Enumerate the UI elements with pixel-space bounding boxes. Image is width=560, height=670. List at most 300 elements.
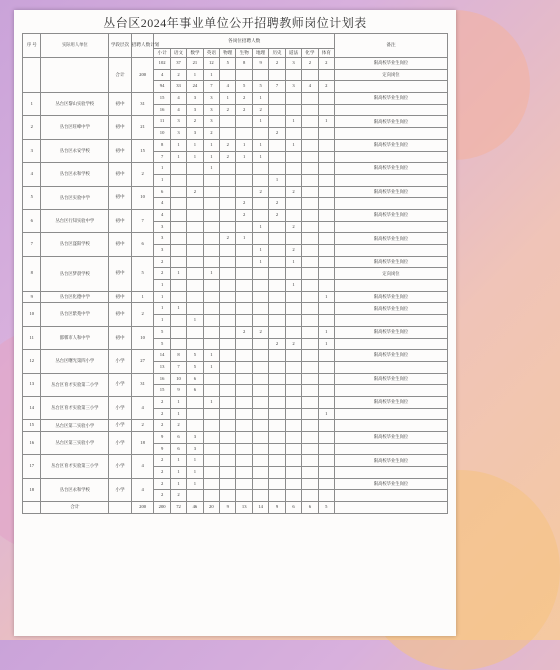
count-cell: 33 bbox=[170, 81, 186, 93]
school-name: 丛台区黎山实验学校 bbox=[41, 93, 109, 116]
count-cell: 12 bbox=[203, 58, 219, 70]
school-seq: 15 bbox=[23, 420, 41, 432]
count-cell: 15 bbox=[154, 385, 170, 397]
count-cell bbox=[318, 233, 334, 245]
count-cell: 1 bbox=[220, 93, 236, 105]
count-cell bbox=[220, 256, 236, 268]
count-cell: 1 bbox=[252, 93, 268, 105]
count-cell: 1 bbox=[154, 163, 170, 175]
count-cell bbox=[285, 350, 301, 362]
count-cell: 1 bbox=[203, 69, 219, 81]
count-cell bbox=[269, 373, 285, 385]
school-stage: 初中 bbox=[109, 163, 132, 186]
count-cell bbox=[318, 443, 334, 455]
count-cell: 9 bbox=[154, 443, 170, 455]
count-cell: 2 bbox=[220, 139, 236, 151]
header-subject: 小计 bbox=[154, 49, 170, 58]
table-row bbox=[23, 233, 448, 245]
count-cell: 2 bbox=[285, 221, 301, 233]
count-cell bbox=[203, 303, 219, 315]
count-cell: 1 bbox=[203, 350, 219, 362]
count-cell: 1 bbox=[187, 69, 203, 81]
count-cell bbox=[302, 408, 318, 420]
note-cell: 限高校毕业生岗位 bbox=[335, 326, 448, 338]
count-cell bbox=[236, 432, 252, 444]
count-cell bbox=[285, 455, 301, 467]
note-cell bbox=[335, 315, 448, 327]
note-cell bbox=[335, 490, 448, 502]
count-cell: 1 bbox=[187, 315, 203, 327]
count-cell bbox=[203, 326, 219, 338]
school-stage: 小学 bbox=[109, 420, 132, 432]
school-quota: 6 bbox=[131, 233, 154, 256]
school-name: 丛台区永和学校 bbox=[41, 478, 109, 501]
count-cell: 2 bbox=[269, 58, 285, 70]
school-name: 丛台区实验中学 bbox=[41, 186, 109, 209]
count-cell bbox=[236, 467, 252, 479]
count-cell bbox=[203, 432, 219, 444]
count-cell bbox=[252, 291, 268, 303]
count-cell: 1 bbox=[285, 116, 301, 128]
count-cell: 2 bbox=[269, 198, 285, 210]
count-cell: 2 bbox=[187, 116, 203, 128]
school-quota: 2 bbox=[131, 303, 154, 326]
school-seq: 8 bbox=[23, 256, 41, 291]
table-row bbox=[23, 34, 448, 49]
school-stage: 初中 bbox=[109, 209, 132, 232]
count-cell: 1 bbox=[187, 467, 203, 479]
count-cell bbox=[269, 326, 285, 338]
count-cell bbox=[203, 467, 219, 479]
count-cell bbox=[285, 467, 301, 479]
note-cell: 限高校毕业生岗位 bbox=[335, 186, 448, 198]
count-cell bbox=[203, 338, 219, 350]
count-cell bbox=[269, 93, 285, 105]
count-cell bbox=[170, 198, 186, 210]
count-cell bbox=[220, 420, 236, 432]
count-cell bbox=[236, 490, 252, 502]
count-cell bbox=[220, 385, 236, 397]
count-cell bbox=[302, 315, 318, 327]
count-cell bbox=[318, 245, 334, 257]
note-cell: 限高校毕业生岗位 bbox=[335, 291, 448, 303]
count-cell: 4 bbox=[154, 198, 170, 210]
count-cell bbox=[187, 338, 203, 350]
count-cell bbox=[170, 233, 186, 245]
table-row bbox=[23, 186, 448, 198]
count-cell bbox=[252, 163, 268, 175]
count-cell: 5 bbox=[154, 338, 170, 350]
count-cell: 2 bbox=[285, 245, 301, 257]
count-cell bbox=[318, 256, 334, 268]
count-cell: 2 bbox=[236, 198, 252, 210]
count-cell bbox=[252, 174, 268, 186]
header-subject: 物理 bbox=[220, 49, 236, 58]
count-cell bbox=[318, 385, 334, 397]
count-cell bbox=[220, 350, 236, 362]
count-cell bbox=[318, 455, 334, 467]
count-cell bbox=[187, 256, 203, 268]
count-cell: 6 bbox=[154, 186, 170, 198]
count-cell bbox=[236, 69, 252, 81]
count-cell bbox=[220, 396, 236, 408]
note-cell bbox=[335, 221, 448, 233]
note-cell: 限高校毕业生岗位 bbox=[335, 233, 448, 245]
count-cell: 1 bbox=[252, 221, 268, 233]
count-cell bbox=[203, 478, 219, 490]
count-cell bbox=[220, 303, 236, 315]
count-cell bbox=[220, 478, 236, 490]
count-cell bbox=[203, 373, 219, 385]
count-cell bbox=[236, 128, 252, 140]
count-cell bbox=[285, 373, 301, 385]
count-cell bbox=[269, 490, 285, 502]
count-cell: 7 bbox=[203, 81, 219, 93]
note-cell bbox=[335, 198, 448, 210]
total-seq bbox=[23, 502, 41, 514]
school-stage: 小学 bbox=[109, 455, 132, 478]
school-quota: 5 bbox=[131, 256, 154, 291]
count-cell: 1 bbox=[170, 467, 186, 479]
count-cell: 1 bbox=[203, 361, 219, 373]
count-cell bbox=[302, 186, 318, 198]
count-cell: 3 bbox=[154, 221, 170, 233]
count-cell: 13 bbox=[154, 361, 170, 373]
count-cell bbox=[318, 104, 334, 116]
school-name: 丛台区育才实验第三小学 bbox=[41, 396, 109, 419]
count-cell: 1 bbox=[203, 268, 219, 280]
count-cell: 72 bbox=[170, 502, 186, 514]
count-cell bbox=[302, 245, 318, 257]
table-row bbox=[23, 373, 448, 385]
table-row bbox=[23, 303, 448, 315]
count-cell bbox=[236, 163, 252, 175]
count-cell bbox=[285, 163, 301, 175]
count-cell bbox=[285, 443, 301, 455]
count-cell bbox=[236, 291, 252, 303]
count-cell: 1 bbox=[285, 139, 301, 151]
count-cell: 8 bbox=[170, 350, 186, 362]
count-cell bbox=[318, 209, 334, 221]
count-cell bbox=[236, 408, 252, 420]
count-cell: 24 bbox=[187, 81, 203, 93]
count-cell: 3 bbox=[203, 116, 219, 128]
count-cell bbox=[252, 233, 268, 245]
count-cell bbox=[203, 315, 219, 327]
count-cell: 5 bbox=[187, 361, 203, 373]
count-cell: 1 bbox=[236, 139, 252, 151]
school-quota: 31 bbox=[131, 373, 154, 396]
count-cell bbox=[170, 174, 186, 186]
header-subject: 历史 bbox=[269, 49, 285, 58]
count-cell: 2 bbox=[252, 104, 268, 116]
school-stage: 初中 bbox=[109, 303, 132, 326]
note-cell: 限高校毕业生岗位 bbox=[335, 432, 448, 444]
count-cell: 5 bbox=[187, 350, 203, 362]
count-cell bbox=[285, 291, 301, 303]
count-cell bbox=[269, 69, 285, 81]
count-cell bbox=[203, 291, 219, 303]
school-quota: 4 bbox=[131, 478, 154, 501]
count-cell bbox=[236, 338, 252, 350]
note-cell: 限高校毕业生岗位 bbox=[335, 93, 448, 105]
count-cell bbox=[269, 280, 285, 292]
count-cell bbox=[170, 315, 186, 327]
count-cell: 14 bbox=[252, 502, 268, 514]
school-quota: 18 bbox=[131, 432, 154, 455]
count-cell bbox=[203, 245, 219, 257]
note-cell: 限高校毕业生岗位 bbox=[335, 58, 448, 70]
count-cell: 2 bbox=[187, 186, 203, 198]
count-cell bbox=[269, 455, 285, 467]
count-cell bbox=[318, 69, 334, 81]
count-cell: 2 bbox=[170, 420, 186, 432]
count-cell: 5 bbox=[154, 326, 170, 338]
count-cell bbox=[203, 280, 219, 292]
count-cell bbox=[220, 69, 236, 81]
count-cell: 2 bbox=[318, 81, 334, 93]
recruitment-table bbox=[22, 33, 448, 514]
count-cell: 2 bbox=[236, 326, 252, 338]
count-cell bbox=[318, 361, 334, 373]
count-cell bbox=[187, 163, 203, 175]
school-quota: 2 bbox=[131, 420, 154, 432]
count-cell bbox=[236, 455, 252, 467]
total-stage bbox=[109, 502, 132, 514]
count-cell bbox=[318, 268, 334, 280]
count-cell bbox=[187, 174, 203, 186]
count-cell: 6 bbox=[187, 385, 203, 397]
count-cell bbox=[302, 221, 318, 233]
note-cell: 限高校毕业生岗位 bbox=[335, 256, 448, 268]
count-cell bbox=[170, 245, 186, 257]
count-cell bbox=[170, 338, 186, 350]
note-cell bbox=[335, 467, 448, 479]
count-cell bbox=[302, 455, 318, 467]
count-cell bbox=[302, 291, 318, 303]
count-cell bbox=[252, 432, 268, 444]
count-cell bbox=[220, 291, 236, 303]
table-row bbox=[23, 93, 448, 105]
count-cell: 1 bbox=[252, 256, 268, 268]
count-cell bbox=[269, 139, 285, 151]
school-name: 丛台区化德中学 bbox=[41, 291, 109, 303]
table-row bbox=[23, 256, 448, 268]
school-stage: 初中 bbox=[109, 233, 132, 256]
count-cell bbox=[170, 221, 186, 233]
count-cell bbox=[269, 221, 285, 233]
note-cell: 限高校毕业生岗位 bbox=[335, 139, 448, 151]
count-cell: 4 bbox=[154, 209, 170, 221]
school-stage: 小学 bbox=[109, 478, 132, 501]
count-cell bbox=[236, 396, 252, 408]
count-cell: 1 bbox=[318, 408, 334, 420]
count-cell bbox=[285, 268, 301, 280]
count-cell bbox=[269, 396, 285, 408]
count-cell bbox=[220, 326, 236, 338]
count-cell: 2 bbox=[269, 128, 285, 140]
count-cell bbox=[302, 303, 318, 315]
school-stage: 初中 bbox=[109, 291, 132, 303]
count-cell bbox=[318, 490, 334, 502]
count-cell bbox=[220, 373, 236, 385]
school-seq: 14 bbox=[23, 396, 41, 419]
count-cell bbox=[285, 326, 301, 338]
count-cell: 3 bbox=[187, 104, 203, 116]
school-stage: 初中 bbox=[109, 139, 132, 162]
count-cell bbox=[220, 361, 236, 373]
count-cell: 1 bbox=[285, 280, 301, 292]
count-cell bbox=[252, 408, 268, 420]
count-cell bbox=[318, 151, 334, 163]
count-cell: 10 bbox=[154, 128, 170, 140]
count-cell bbox=[252, 420, 268, 432]
school-quota: 21 bbox=[131, 116, 154, 139]
total-label: 合计 bbox=[41, 502, 109, 514]
school-name: 丛台区育才实验第三小学 bbox=[41, 455, 109, 478]
school-stage: 小学 bbox=[109, 373, 132, 396]
count-cell: 1 bbox=[170, 303, 186, 315]
count-cell: 1 bbox=[252, 116, 268, 128]
note-cell: 限高校毕业生岗位 bbox=[335, 350, 448, 362]
count-cell bbox=[220, 245, 236, 257]
school-quota: 4 bbox=[131, 396, 154, 419]
count-cell: 6 bbox=[187, 373, 203, 385]
count-cell bbox=[269, 420, 285, 432]
count-cell: 4 bbox=[170, 104, 186, 116]
note-cell bbox=[335, 81, 448, 93]
count-cell: 21 bbox=[187, 58, 203, 70]
count-cell: 200 bbox=[154, 502, 170, 514]
count-cell: 16 bbox=[154, 373, 170, 385]
count-cell: 5 bbox=[252, 81, 268, 93]
count-cell bbox=[236, 186, 252, 198]
count-cell: 3 bbox=[187, 93, 203, 105]
count-cell bbox=[220, 209, 236, 221]
count-cell bbox=[285, 490, 301, 502]
count-cell bbox=[236, 350, 252, 362]
count-cell: 3 bbox=[170, 116, 186, 128]
count-cell bbox=[318, 303, 334, 315]
count-cell bbox=[203, 490, 219, 502]
count-cell bbox=[269, 432, 285, 444]
count-cell: 2 bbox=[154, 478, 170, 490]
count-cell: 1 bbox=[203, 139, 219, 151]
count-cell bbox=[302, 104, 318, 116]
count-cell bbox=[236, 373, 252, 385]
count-cell: 3 bbox=[203, 104, 219, 116]
count-cell bbox=[236, 478, 252, 490]
school-seq: 2 bbox=[23, 116, 41, 139]
count-cell bbox=[269, 408, 285, 420]
note-cell bbox=[335, 245, 448, 257]
count-cell: 9 bbox=[220, 502, 236, 514]
count-cell bbox=[285, 151, 301, 163]
school-quota: 27 bbox=[131, 350, 154, 373]
school-name: 丛台区第二实验小学 bbox=[41, 420, 109, 432]
school-name: 丛台区育才实验第二小学 bbox=[41, 373, 109, 396]
count-cell bbox=[252, 303, 268, 315]
count-cell: 2 bbox=[269, 338, 285, 350]
page-title: 丛台区2024年事业单位公开招聘教师岗位计划表 bbox=[103, 16, 367, 30]
count-cell: 2 bbox=[203, 128, 219, 140]
count-cell bbox=[220, 116, 236, 128]
header-unit: 实际用人单位 bbox=[41, 34, 109, 58]
count-cell bbox=[252, 361, 268, 373]
count-cell bbox=[318, 432, 334, 444]
count-cell: 2 bbox=[220, 151, 236, 163]
count-cell: 1 bbox=[170, 455, 186, 467]
count-cell: 10 bbox=[170, 373, 186, 385]
count-cell bbox=[187, 209, 203, 221]
count-cell bbox=[285, 408, 301, 420]
summary-seq bbox=[23, 58, 41, 93]
count-cell: 1 bbox=[154, 303, 170, 315]
count-cell: 2 bbox=[154, 268, 170, 280]
count-cell: 2 bbox=[154, 256, 170, 268]
count-cell: 1 bbox=[285, 256, 301, 268]
count-cell bbox=[236, 385, 252, 397]
count-cell bbox=[302, 93, 318, 105]
count-cell bbox=[302, 163, 318, 175]
school-quota: 31 bbox=[131, 93, 154, 116]
count-cell bbox=[269, 116, 285, 128]
count-cell bbox=[318, 315, 334, 327]
count-cell: 1 bbox=[269, 174, 285, 186]
count-cell: 1 bbox=[170, 478, 186, 490]
count-cell bbox=[285, 315, 301, 327]
summary-stage: 合计 bbox=[109, 58, 132, 93]
count-cell bbox=[285, 361, 301, 373]
count-cell bbox=[236, 303, 252, 315]
count-cell bbox=[170, 209, 186, 221]
count-cell bbox=[318, 396, 334, 408]
count-cell bbox=[302, 233, 318, 245]
count-cell: 2 bbox=[236, 93, 252, 105]
count-cell bbox=[236, 256, 252, 268]
count-cell bbox=[285, 198, 301, 210]
school-quota: 1 bbox=[131, 291, 154, 303]
count-cell: 9 bbox=[170, 385, 186, 397]
count-cell bbox=[236, 420, 252, 432]
count-cell: 1 bbox=[170, 268, 186, 280]
count-cell: 1 bbox=[170, 408, 186, 420]
school-quota: 2 bbox=[131, 163, 154, 186]
count-cell bbox=[203, 443, 219, 455]
count-cell bbox=[220, 338, 236, 350]
table-row bbox=[23, 139, 448, 151]
count-cell bbox=[220, 490, 236, 502]
count-cell: 7 bbox=[154, 151, 170, 163]
count-cell bbox=[252, 128, 268, 140]
note-cell bbox=[335, 443, 448, 455]
count-cell: 2 bbox=[236, 209, 252, 221]
count-cell: 1 bbox=[187, 478, 203, 490]
count-cell bbox=[236, 245, 252, 257]
school-seq: 16 bbox=[23, 432, 41, 455]
school-stage: 初中 bbox=[109, 326, 132, 349]
note-cell: 定向岗位 bbox=[335, 268, 448, 280]
count-cell bbox=[302, 198, 318, 210]
count-cell bbox=[236, 315, 252, 327]
count-cell bbox=[252, 338, 268, 350]
count-cell: 2 bbox=[285, 186, 301, 198]
count-cell bbox=[252, 396, 268, 408]
count-cell bbox=[187, 280, 203, 292]
count-cell bbox=[269, 291, 285, 303]
count-cell bbox=[302, 280, 318, 292]
count-cell bbox=[302, 151, 318, 163]
